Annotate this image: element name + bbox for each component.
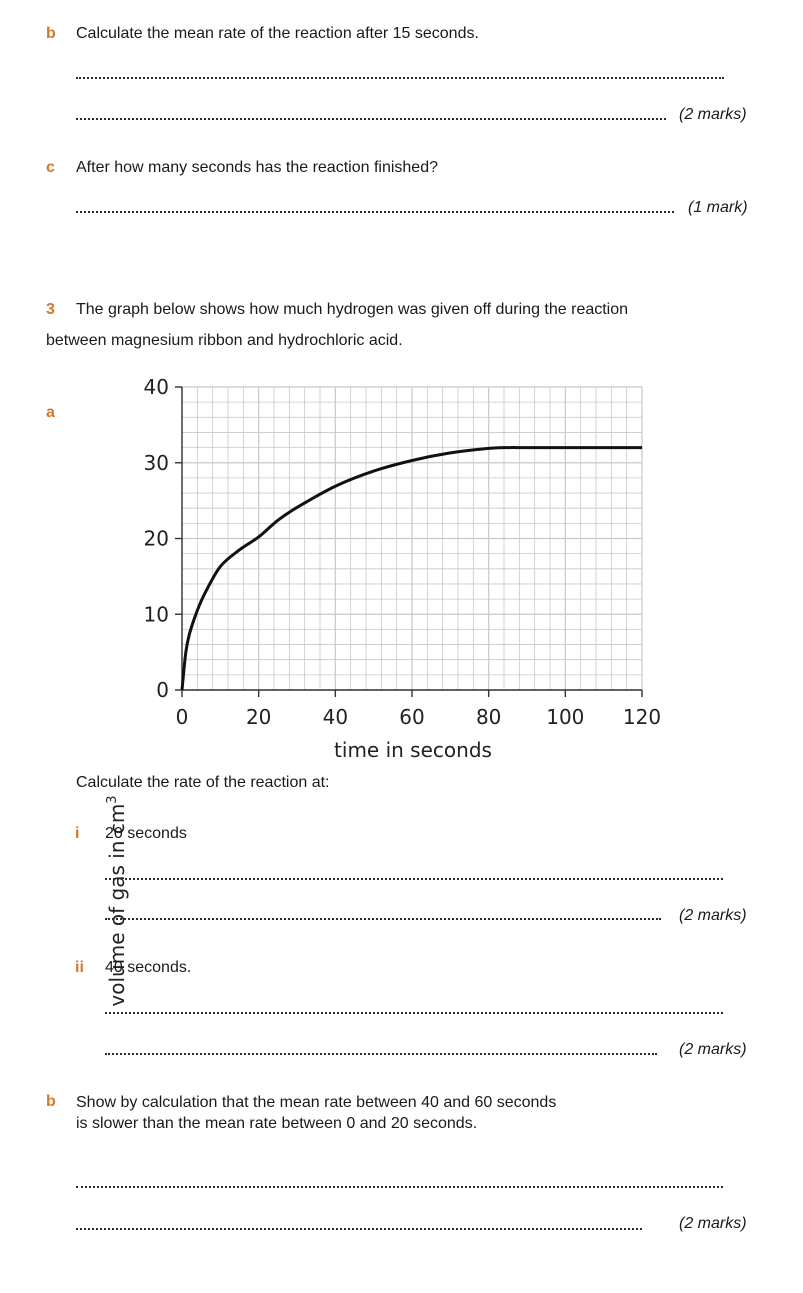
- q3a-ii-text: 40 seconds.: [105, 959, 192, 976]
- y-tick-label: 10: [143, 602, 169, 627]
- q2b-answer-line-1[interactable]: [76, 77, 724, 79]
- graph-ticks: [144, 375, 662, 729]
- q3a-i-marks: (2 marks): [679, 907, 747, 924]
- y-tick-label: 20: [143, 526, 169, 551]
- x-tick-label: 80: [475, 705, 502, 729]
- q3a-label: a: [46, 404, 55, 421]
- q3b-marks: (2 marks): [679, 1215, 747, 1232]
- q2c-text: After how many seconds has the reaction finished?: [76, 159, 438, 176]
- q3a-i-answer-line-2[interactable]: [105, 918, 661, 920]
- x-tick-label: 60: [399, 705, 425, 729]
- q3b-text: Show by calculation that the mean rate between 40 and 60 seconds is slower than the mean rate between 0 and 20 seconds.: [76, 1094, 557, 1132]
- q2c-marks: (1 mark): [688, 199, 748, 216]
- q3b-answer-line-2[interactable]: [76, 1228, 642, 1230]
- q3-intro-line1: The graph below shows how much hydrogen was given off during the reaction: [76, 301, 629, 318]
- q3a-i-text: 20 seconds: [105, 825, 187, 842]
- q2b-marks: (2 marks): [679, 106, 747, 123]
- q3b-answer-line-1[interactable]: [76, 1186, 723, 1188]
- q2c-label: c: [46, 159, 55, 176]
- q3a-ii-answer-line-1[interactable]: [105, 1012, 723, 1014]
- y-tick-label: 0: [156, 678, 169, 702]
- q3-instruction: Calculate the rate of the reaction at:: [76, 774, 330, 791]
- y-tick-label: 40: [143, 375, 169, 399]
- q3b-label: b: [46, 1093, 56, 1110]
- q3a-ii-answer-line-2[interactable]: [105, 1053, 657, 1055]
- q2b-answer-line-2[interactable]: [76, 118, 666, 120]
- graph-grid: [182, 387, 642, 690]
- x-tick-label: 100: [546, 705, 585, 729]
- x-tick-label: 0: [175, 705, 189, 729]
- x-axis-label: time in seconds: [334, 738, 492, 762]
- q3-number: 3: [46, 301, 55, 318]
- q2c-answer-line[interactable]: [76, 211, 674, 213]
- q2b-text: Calculate the mean rate of the reaction after 15 seconds.: [76, 25, 479, 42]
- q3a-i-label: i: [75, 825, 80, 842]
- x-tick-label: 20: [245, 705, 272, 729]
- q3a-ii-marks: (2 marks): [679, 1041, 747, 1058]
- y-tick-label: 30: [143, 450, 169, 475]
- q2b-label: b: [46, 25, 56, 42]
- x-tick-label: 120: [622, 705, 662, 729]
- q3-intro-line2: between magnesium ribbon and hydrochloric acid.: [46, 332, 403, 349]
- x-tick-label: 40: [322, 705, 349, 729]
- y-axis-label-text: volume of gas in cm: [105, 803, 129, 1007]
- y-axis-label-superscript: 3: [105, 795, 120, 804]
- q3a-ii-label: ii: [75, 959, 84, 976]
- q3a-i-answer-line-1[interactable]: [105, 878, 723, 880]
